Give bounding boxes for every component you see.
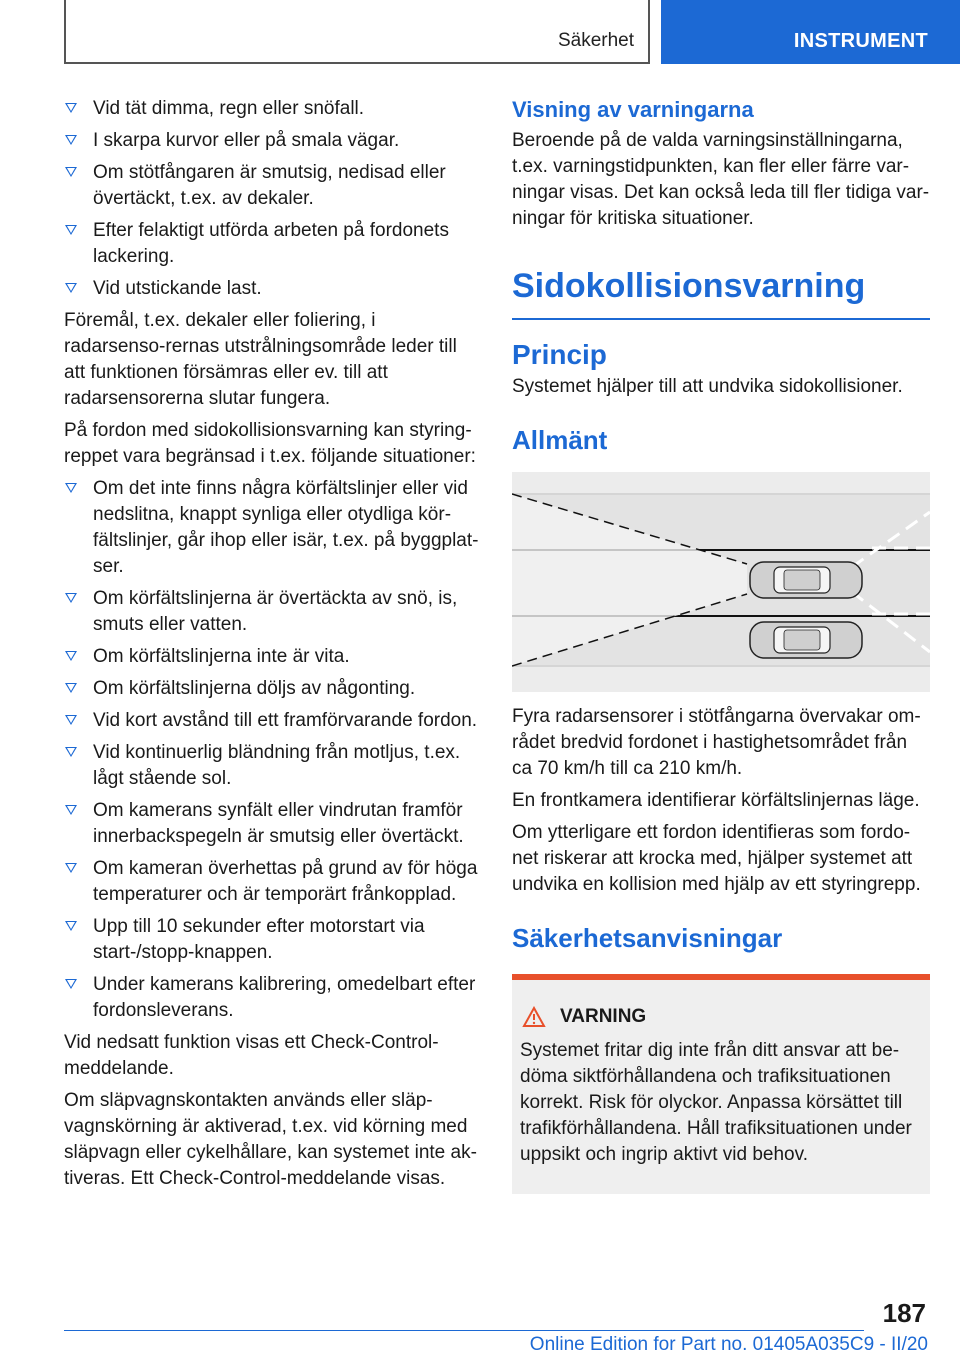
list-item: Om körfältslinjerna inte är vita. <box>64 644 480 670</box>
paragraph: Föremål, t.ex. dekaler eller foliering, i radarsenso-rernas utstrålningsområde leder till att funktionen försämras eller ev. till att radarsensorerna slutar fungera. <box>64 310 457 409</box>
list-item: Under kamerans kalibrering, omedelbart efter fordonsleverans. <box>64 972 480 1024</box>
heading-visning: Visning av varningarna <box>512 97 754 122</box>
footer-edition: Online Edition for Part no. 01405A035C9 - II/20 <box>529 1334 928 1355</box>
radar-coverage-diagram <box>512 472 930 692</box>
paragraph: En frontkamera identifierar körfältslinjernas läge. <box>512 790 920 811</box>
page-title: Sidokollisionsvarning <box>512 266 930 320</box>
conditions-list-2 <box>64 476 480 1024</box>
list-item: I skarpa kurvor eller på smala vägar. <box>64 128 480 154</box>
paragraph: Om släpvagnskontakten används eller släp-vagnskörning är aktiverad, t.ex. vid körning med släpvagn eller cykelhållare, kan systemet inte ak-tiveras. Ett Check-Control-meddelande visas. <box>64 1090 477 1189</box>
list-item: Om körfältslinjerna är övertäckta av snö, is, smuts eller vatten. <box>64 586 480 638</box>
list-item: Om stötfångaren är smutsig, nedisad eller övertäckt, t.ex. av dekaler. <box>64 160 480 212</box>
list-item: Vid utstickande last. <box>64 276 480 302</box>
list-item: Om körfältslinjerna döljs av någonting. <box>64 676 480 702</box>
bullet-triangle-icon <box>65 715 77 725</box>
bullet-triangle-icon <box>65 651 77 661</box>
bullet-triangle-icon <box>65 283 77 293</box>
warning-triangle-icon <box>522 1006 546 1028</box>
list-item: Om kamerans synfält eller vindrutan framför innerbackspegeln är smutsig eller övertäckt. <box>64 798 480 850</box>
bullet-triangle-icon <box>65 593 77 603</box>
conditions-list-1 <box>64 96 480 302</box>
list-item: Vid tät dimma, regn eller snöfall. <box>64 96 480 122</box>
warning-title-row <box>520 1004 922 1030</box>
bullet-triangle-icon <box>65 683 77 693</box>
adjacent-car-icon <box>750 622 862 658</box>
warning-text: Systemet fritar dig inte från ditt ansvar att be-döma siktförhållandena och trafiksituationen korrekt. Risk för olyckor. Anpassa körsättet till trafikförhållandena. Håll trafiksituationen under uppsikt och ingrip aktivt vid behov. <box>520 1040 912 1165</box>
paragraph: På fordon med sidokollisionsvarning kan styring-reppet vara begränsad i t.ex. följande situationer: <box>64 420 476 467</box>
paragraph: Om ytterligare ett fordon identifieras som fordo-net riskerar att krocka med, hjälper systemet att undvika en kollision med hjälp av ett styringrepp. <box>512 822 921 895</box>
heading-sakerhet: Säkerhetsanvisningar <box>512 923 783 953</box>
page-number: 187 <box>882 1298 926 1328</box>
heading-allmant: Allmänt <box>512 425 608 455</box>
bullet-triangle-icon <box>65 747 77 757</box>
header-section-tab[interactable] <box>64 0 650 64</box>
list-item: Vid kontinuerlig bländning från motljus, t.ex. lågt stående sol. <box>64 740 480 792</box>
header-section-label: Säkerhet <box>557 30 634 51</box>
list-item: Om det inte finns några körfältslinjer eller vid nedslitna, knappt synliga eller otydliga kör-fältslinjer, går ihop eller isär, t.ex. på byggplat-ser. <box>64 476 480 580</box>
warning-title: VARNING <box>560 1006 647 1027</box>
bullet-triangle-icon <box>65 805 77 815</box>
lane-radar-illustration <box>512 472 930 692</box>
footer-divider <box>64 1330 864 1331</box>
paragraph: Systemet hjälper till att undvika sidokollisioner. <box>512 376 903 397</box>
bullet-triangle-icon <box>65 103 77 113</box>
list-item: Vid kort avstånd till ett framförvarande fordon. <box>64 708 480 734</box>
paragraph: Fyra radarsensorer i stötfångarna övervakar om-rådet bredvid fordonet i hastighetsområdet från ca 70 km/h till ca 210 km/h. <box>512 706 921 779</box>
bullet-triangle-icon <box>65 167 77 177</box>
header-chapter-tab[interactable] <box>661 0 960 64</box>
paragraph: Beroende på de valda varningsinställningarna, t.ex. varningstidpunkten, kan fler eller färre var-ningar visas. Det kan också leda till fler tidiga var-ningar för kritiska situationer. <box>512 130 930 229</box>
header-chapter-label: INSTRUMENT <box>793 30 928 52</box>
paragraph: Vid nedsatt funktion visas ett Check-Control-meddelande. <box>64 1032 439 1079</box>
list-item: Upp till 10 sekunder efter motorstart via start-/stopp-knappen. <box>64 914 480 966</box>
list-item: Efter felaktigt utförda arbeten på fordonets lackering. <box>64 218 480 270</box>
bullet-triangle-icon <box>65 483 77 493</box>
bullet-triangle-icon <box>65 921 77 931</box>
left-column <box>64 96 480 1198</box>
heading-princip: Princip <box>512 339 607 370</box>
bullet-triangle-icon <box>65 863 77 873</box>
bullet-triangle-icon <box>65 979 77 989</box>
warning-box <box>512 974 930 1194</box>
list-item: Om kameran överhettas på grund av för höga temperaturer och är temporärt frånkopplad. <box>64 856 480 908</box>
bullet-triangle-icon <box>65 135 77 145</box>
ego-car-icon <box>750 562 862 598</box>
right-column <box>512 96 930 1194</box>
bullet-triangle-icon <box>65 225 77 235</box>
